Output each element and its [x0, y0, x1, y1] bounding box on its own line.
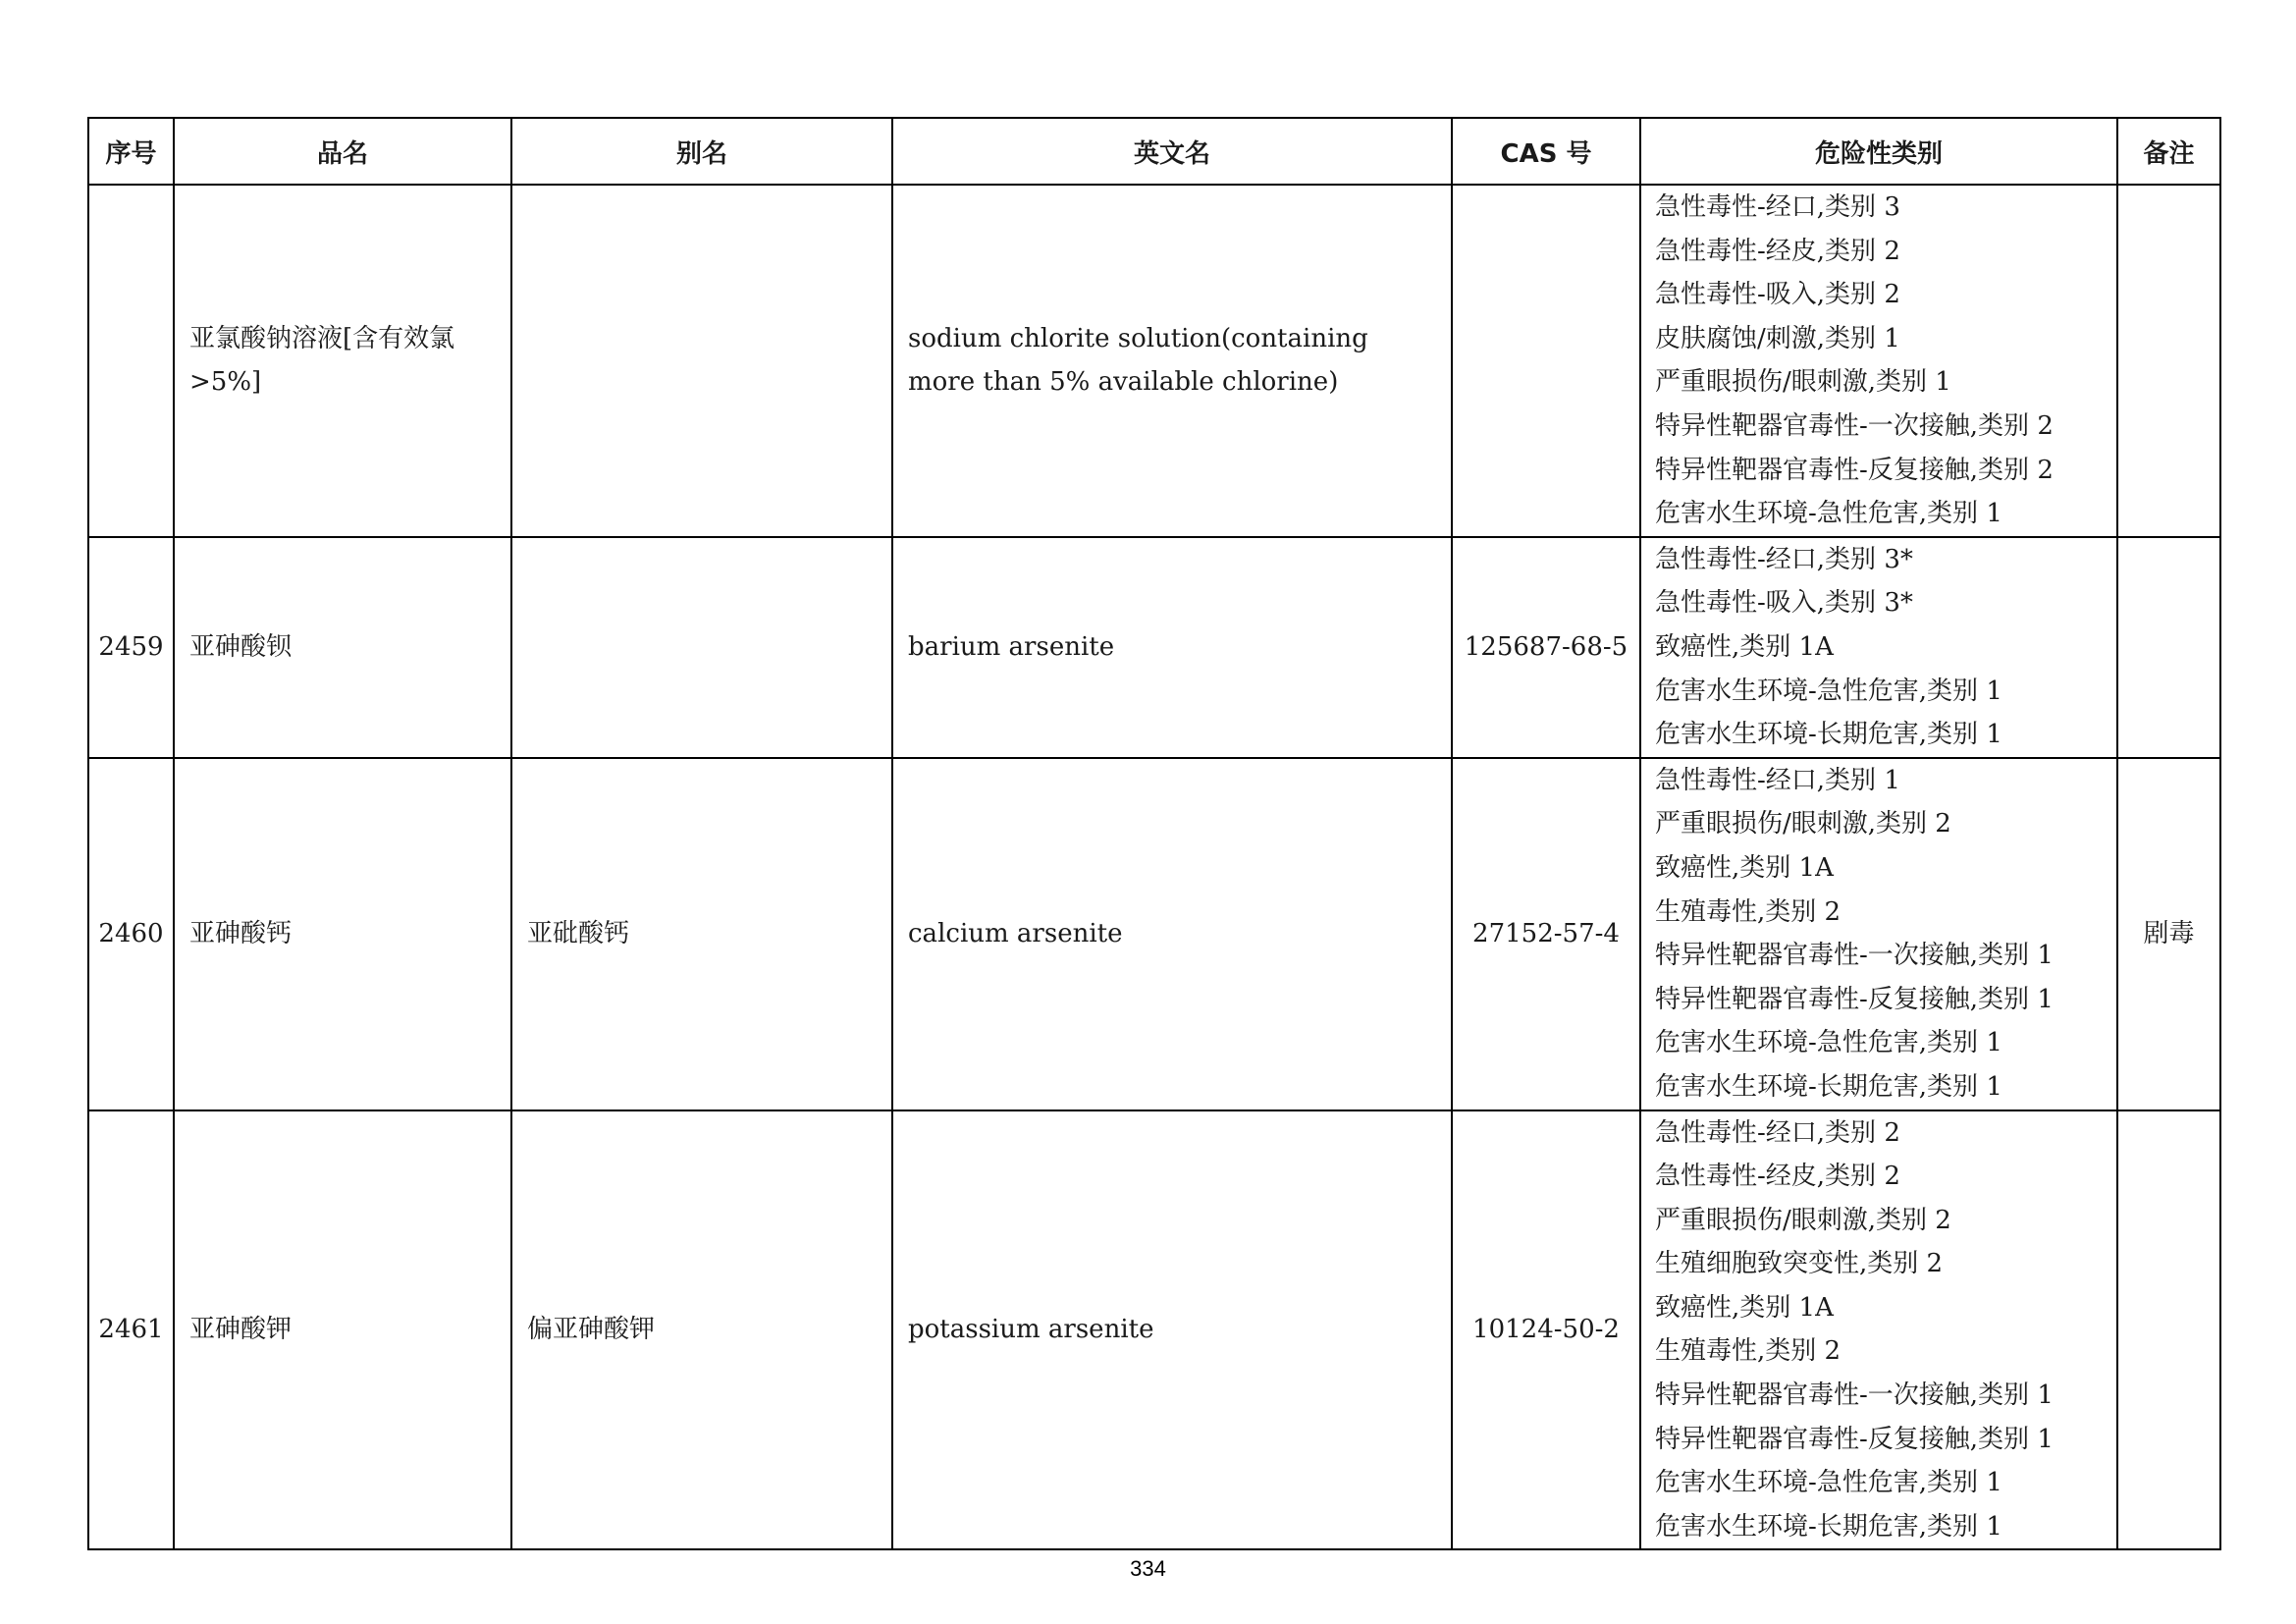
- hazard-line: 急性毒性-经口,类别 3: [1655, 192, 1900, 222]
- alias-cell: 偏亚砷酸钾: [511, 1110, 892, 1550]
- hazard-line: 急性毒性-经皮,类别 2: [1655, 1162, 1900, 1192]
- table-row: [88, 185, 2220, 537]
- hazard-line: 严重眼损伤/眼刺激,类别 2: [1655, 809, 1951, 839]
- product-name-cell: 亚砷酸钾: [174, 1110, 511, 1550]
- header-cas-no: CAS 号: [1452, 118, 1640, 185]
- remark-cell: [2117, 185, 2220, 537]
- header-serial-no: 序号: [88, 118, 174, 185]
- english-name-cell: calcium arsenite: [892, 758, 1452, 1110]
- hazard-line: 特异性靶器官毒性-反复接触,类别 1: [1655, 984, 2054, 1014]
- hazard-line: 危害水生环境-长期危害,类别 1: [1655, 1511, 2002, 1542]
- hazard-line: 特异性靶器官毒性-一次接触,类别 2: [1655, 410, 2054, 441]
- hazard-line: 危害水生环境-急性危害,类别 1: [1655, 1468, 2002, 1498]
- header-alias: 别名: [511, 118, 892, 185]
- cas-no-cell: 125687-68-5: [1452, 537, 1640, 758]
- hazard-line: 致癌性,类别 1A: [1655, 1292, 1834, 1323]
- header-english-name: 英文名: [892, 118, 1452, 185]
- product-name-cell: 亚砷酸钡: [174, 537, 511, 758]
- english-name-cell: barium arsenite: [892, 537, 1452, 758]
- chemical-table: [87, 117, 2221, 1550]
- hazard-line: 生殖细胞致突变性,类别 2: [1655, 1249, 1944, 1279]
- product-name-cell: 亚砷酸钙: [174, 758, 511, 1110]
- hazard-line: 特异性靶器官毒性-反复接触,类别 1: [1655, 1424, 2054, 1454]
- hazard-line: 急性毒性-经口,类别 1: [1655, 765, 1900, 795]
- hazard-line: 生殖毒性,类别 2: [1655, 1336, 1842, 1367]
- hazard-line: 急性毒性-经皮,类别 2: [1655, 236, 1900, 266]
- product-name-cell: 亚氯酸钠溶液[含有效氯>5%]: [174, 185, 511, 537]
- hazard-line: 严重眼损伤/眼刺激,类别 1: [1655, 367, 1951, 398]
- cas-no-cell: 27152-57-4: [1452, 758, 1640, 1110]
- english-name-cell: potassium arsenite: [892, 1110, 1452, 1550]
- hazard-line: 特异性靶器官毒性-反复接触,类别 2: [1655, 455, 2054, 485]
- cas-no-cell: [1452, 185, 1640, 537]
- serial-no-cell: [88, 185, 174, 537]
- hazard-line: 危害水生环境-长期危害,类别 1: [1655, 720, 2002, 750]
- table-row: [88, 537, 2220, 758]
- hazard-class-cell: [1640, 758, 2117, 1110]
- hazard-line: 特异性靶器官毒性-一次接触,类别 1: [1655, 941, 2054, 971]
- remark-cell: 剧毒: [2117, 758, 2220, 1110]
- hazard-class-cell: [1640, 537, 2117, 758]
- hazard-line: 严重眼损伤/眼刺激,类别 2: [1655, 1205, 1951, 1235]
- hazard-line: 危害水生环境-急性危害,类别 1: [1655, 499, 2002, 529]
- hazard-line: 致癌性,类别 1A: [1655, 631, 1834, 662]
- serial-no-cell: 2461: [88, 1110, 174, 1550]
- hazard-line: 致癌性,类别 1A: [1655, 852, 1834, 883]
- hazard-class-cell: [1640, 1110, 2117, 1550]
- header-product-name: 品名: [174, 118, 511, 185]
- english-name-cell: sodium chlorite solution(containing more than 5% available chlorine): [892, 185, 1452, 537]
- table-row: [88, 1110, 2220, 1550]
- header-row: [88, 118, 2220, 185]
- serial-no-cell: 2459: [88, 537, 174, 758]
- hazard-line: 生殖毒性,类别 2: [1655, 896, 1842, 927]
- hazard-line: 急性毒性-经口,类别 2: [1655, 1117, 1900, 1148]
- alias-cell: [511, 537, 892, 758]
- hazard-line: 特异性靶器官毒性-一次接触,类别 1: [1655, 1380, 2054, 1411]
- table-row: [88, 758, 2220, 1110]
- hazard-line: 危害水生环境-急性危害,类别 1: [1655, 1028, 2002, 1058]
- hazard-line: 皮肤腐蚀/刺激,类别 1: [1655, 323, 1900, 353]
- serial-no-cell: 2460: [88, 758, 174, 1110]
- remark-cell: [2117, 537, 2220, 758]
- remark-cell: [2117, 1110, 2220, 1550]
- header-hazard-class: 危险性类别: [1640, 118, 2117, 185]
- hazard-line: 急性毒性-吸入,类别 3*: [1655, 588, 1913, 619]
- page-number: 334: [1130, 1556, 1166, 1581]
- hazard-line: 急性毒性-吸入,类别 2: [1655, 280, 1900, 310]
- header-remark: 备注: [2117, 118, 2220, 185]
- alias-cell: [511, 185, 892, 537]
- cas-no-cell: 10124-50-2: [1452, 1110, 1640, 1550]
- alias-cell: 亚砒酸钙: [511, 758, 892, 1110]
- hazard-line: 危害水生环境-急性危害,类别 1: [1655, 676, 2002, 706]
- hazard-line: 危害水生环境-长期危害,类别 1: [1655, 1071, 2002, 1102]
- hazard-class-cell: [1640, 185, 2117, 537]
- hazard-line: 急性毒性-经口,类别 3*: [1655, 544, 1913, 574]
